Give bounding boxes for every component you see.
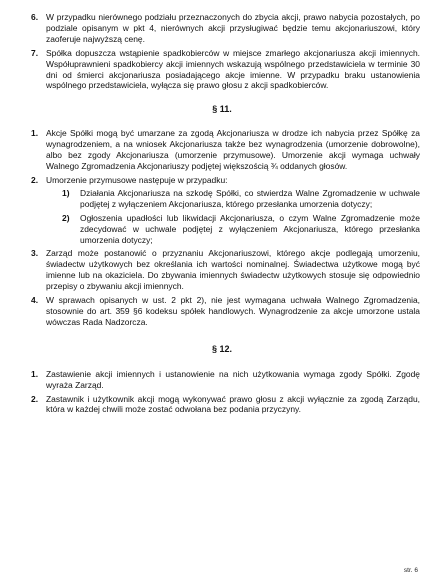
sub-item xyxy=(0,213,444,246)
item-number: 6. xyxy=(31,12,39,22)
sub-item xyxy=(0,188,444,210)
item-number: 1. xyxy=(31,128,39,139)
sub-item-text: Działania Akcjonariusza na szkodę Spółki, co stwierdza Walne Zgromadzenie w uchwale podjętej z wyłączeniem Akcjonariusza, którego przesłanka umorzenia dotyczy; xyxy=(80,187,420,209)
sub-item-number: 2) xyxy=(62,212,70,223)
item-text: Zarząd może postanowić o przyznaniu Akcjonariuszowi, którego akcje podlegają umorzeniu, świadectw użytkowych bez określania ich wartości nominalnej. Świadectwa użytkowe mogą być imienne lub na okaziciela. Do zbywania imiennych świadectw użytkowych stosuje się odpowiednio przepisy o zbywaniu akcji imiennych. xyxy=(46,248,420,292)
paragraph-item xyxy=(0,295,444,328)
item-text: Zastawnik i użytkownik akcji mogą wykonywać prawo głosu z akcji wyłącznie za zgodą Zarządu, która w każdej chwili może zostać odwołana bez podania przyczyny. xyxy=(46,393,420,415)
item-text: W przypadku nierównego podziału przeznaczonych do zbycia akcji, prawo nabycia pozostałych, po podziale opisanym w pkt 4, nierównych akcji przysługiwać będzie temu akcjonariuszowi, który zaoferuje najwyższą cenę. xyxy=(46,12,420,44)
paragraph-item xyxy=(0,175,444,186)
section-heading: § 12. xyxy=(211,343,233,354)
paragraph-item xyxy=(0,369,444,391)
paragraph-item xyxy=(0,12,444,45)
item-number: 7. xyxy=(31,47,39,58)
sub-item-text: Ogłoszenia upadłości lub likwidacji Akcjonariusza, o czym Walne Zgromadzenie może zdecydować w uchwale podjętej z wyłączeniem Akcjonariusza, którego przesłanka umorzenia dotyczy; xyxy=(80,212,420,245)
item-text: Zastawienie akcji imiennych i ustanowienie na nich użytkowania wymaga zgody Spółki. Zgodę wyraża Zarząd. xyxy=(46,368,420,390)
item-text: W sprawach opisanych w ust. 2 pkt 2), nie jest wymagana uchwała Walnego Zgromadzenia, stosownie do art. 359 §6 kodeksu spółek handlowych. Wynagrodzenie za akcje umorzone ustala wówczas Rada Nadzorcza. xyxy=(46,295,420,327)
item-text: Umorzenie przymusowe następuje w przypadku: xyxy=(46,174,228,185)
item-number: 2. xyxy=(31,393,39,404)
item-text: Akcje Spółki mogą być umarzane za zgodą Akcjonariusza w drodze ich nabycia przez Spółkę za wynagrodzeniem, a na wniosek Akcjonariusza także bez wynagrodzenia (umorzenie dobrowolne), albo bez zgody Akcjonariusza (umorzenie przymusowe). Umorzenie akcji wymaga uchwały Walnego Zgromadzenia Akcjonariuszy podjętej większością ¾ oddanych głosów. xyxy=(46,128,420,172)
item-number: 4. xyxy=(31,295,39,306)
paragraph-item xyxy=(0,128,444,172)
paragraph-item xyxy=(0,248,444,292)
item-number: 3. xyxy=(31,248,39,259)
item-text: Spółka dopuszcza wstąpienie spadkobierców w miejsce zmarłego akcjonariusza akcji imiennych. Współuprawnieni spadkobiercy akcji imiennych wskazują wspólnego przedstawiciela w terminie 30 dni od śmierci akcjonariusza posiadającego akcje imienne. W przypadku braku ustanowienia wspólnego przedstawiciela, wyłącza się prawo głosu z akcji spadkobierców. xyxy=(46,47,420,91)
sub-item-number: 1) xyxy=(62,187,70,198)
paragraph-item xyxy=(0,48,444,92)
section-heading: § 11. xyxy=(212,104,232,115)
page-number: str. 6 xyxy=(403,567,418,574)
paragraph-item xyxy=(0,394,444,416)
item-number: 1. xyxy=(31,368,39,379)
item-number: 2. xyxy=(31,174,39,185)
